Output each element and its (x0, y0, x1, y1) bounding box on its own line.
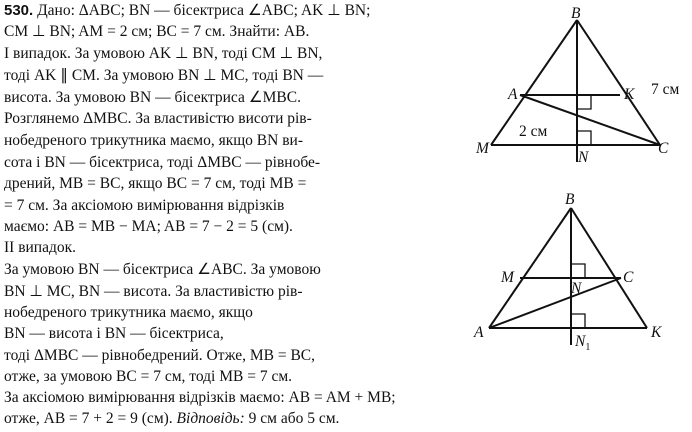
text-line-7: нобедреного трикутника маємо, якщо BN ви- (4, 132, 303, 149)
answer-value: 9 см або 5 см. (244, 410, 340, 427)
text-line-11: маємо: AB = MB − MA; AB = 7 − 2 = 5 (см). (4, 218, 293, 235)
fig2-label-k: K (651, 324, 662, 341)
text-line-8: сота і BN — бісектриса, тоді ΔMBC — рівнобе- (4, 154, 321, 171)
text-line-18: отже, за умовою BC = 7 см, тоді MB = 7 см. (4, 368, 293, 385)
text-line-15: нобедреного трикутника маємо, якщо (4, 304, 253, 321)
text-line-14: BN ⊥ MC, BN — висота. За властивістю рів- (4, 283, 303, 300)
fig1-label-b: B (571, 5, 581, 22)
text-line-1: 530. Дано: ΔABC; BN — бісектриса ∠ABC; AK ⊥ BN; (4, 2, 371, 19)
text-line-19: За аксіомою вимірювання відрізків маємо: AB = AM + MB; (4, 389, 396, 406)
fig2-label-a: A (474, 324, 484, 341)
fig1-label-m: M (476, 140, 489, 157)
text-line-13: За умовою BN — бісектриса ∠ABC. За умовою (4, 261, 321, 278)
fig2-side-bk (571, 208, 647, 328)
fig2-label-c: C (623, 269, 634, 286)
text-line-10: = 7 см. За аксіомою вимірювання відрізків (4, 197, 285, 214)
text-line-4: тоді AK ∥ CM. За умовою BN ⊥ MC, тоді BN — (4, 67, 324, 84)
text-line-17: тоді ΔMBC — рівнобедрений. Отже, MB = BC, (4, 347, 315, 364)
text-line-9: дрений, MB = BC, якщо BC = 7 см, тоді MB = (4, 175, 307, 192)
fig2-label-n1: $N_1$ (575, 333, 591, 353)
fig1-label-n: N (578, 149, 589, 166)
fig2-label-m: M (501, 269, 514, 286)
fig1-label-c: C (658, 140, 669, 157)
fig1-length-bc: 7 см (651, 81, 680, 98)
fig2-label-n1-subscript: 1 (585, 342, 591, 353)
problem-number: 530. (4, 2, 34, 19)
text-line-3: І випадок. За умовою AK ⊥ BN, тоді CM ⊥ BN, (4, 45, 323, 62)
fig1-label-a: A (508, 86, 518, 103)
fig2-right-angle-lower (571, 314, 585, 328)
text-line-20: отже, AB = 7 + 2 = 9 (см). Відповідь: 9 см або 5 см. (4, 410, 340, 427)
text-line-16: BN — висота і BN — бісектриса, (4, 325, 224, 342)
answer-label: Відповідь: (176, 410, 245, 427)
fig2-label-b: B (565, 191, 575, 208)
fig1-label-k: K (624, 86, 635, 103)
fig1-length-am: 2 см (519, 123, 548, 140)
fig2-right-angle-upper (571, 264, 585, 278)
text-line-5: висота. За умовою BN — бісектриса ∠MBC. (4, 89, 301, 106)
text-line-6: Розглянемо ΔMBC. За властивістю висоти рів- (4, 110, 312, 127)
fig2-side-ab (489, 208, 571, 328)
text-line-2: CM ⊥ BN; AM = 2 см; BC = 7 см. Знайти: AB. (4, 23, 310, 40)
text-line-12: II випадок. (4, 239, 77, 256)
fig2-label-n: N (571, 280, 582, 297)
